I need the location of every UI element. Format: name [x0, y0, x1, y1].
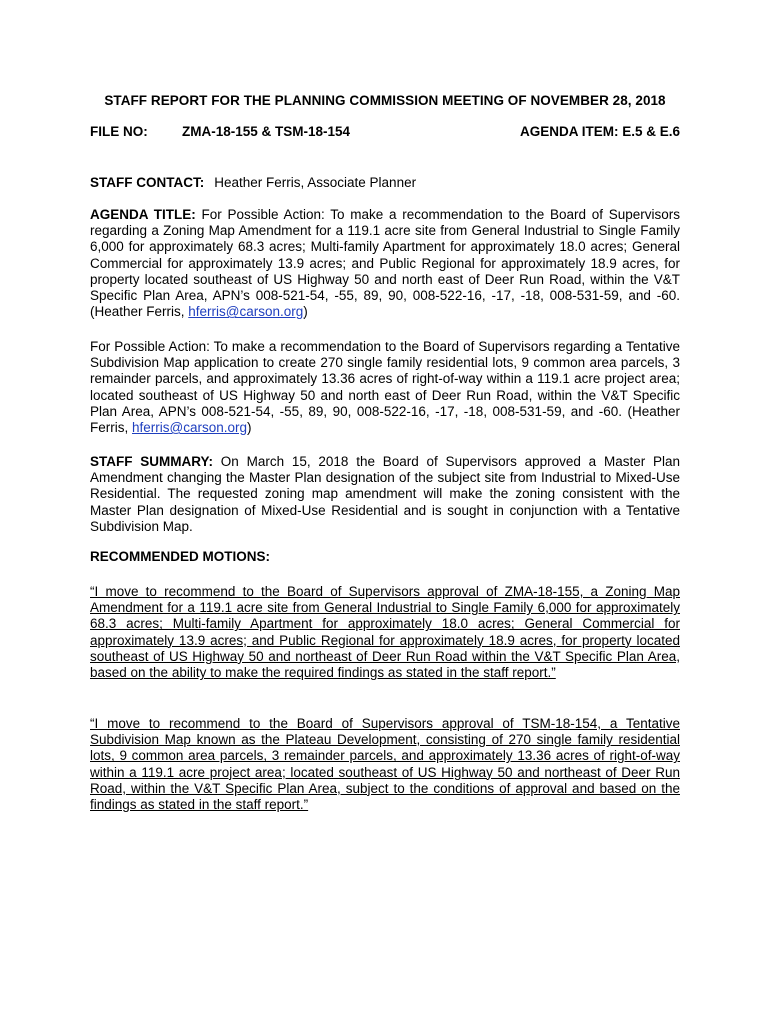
staff-contact-label: STAFF CONTACT:: [90, 175, 205, 190]
agenda-item: AGENDA ITEM: E.5 & E.6: [519, 124, 680, 139]
recommended-motions-heading: RECOMMENDED MOTIONS:: [90, 549, 270, 564]
agenda-title-label: AGENDA TITLE:: [90, 207, 196, 222]
staff-contact: [90, 175, 416, 190]
file-number-label: FILE NO:: [90, 124, 148, 139]
staff-summary-paragraph: [90, 454, 680, 535]
report-title: STAFF REPORT FOR THE PLANNING COMMISSION MEETING OF NOVEMBER 28, 2018: [104, 93, 666, 108]
agenda-title-paragraph: [90, 207, 680, 320]
second-action-email-link[interactable]: hferris@carson.org: [132, 420, 247, 436]
staff-contact-value: Heather Ferris, Associate Planner: [214, 175, 417, 190]
file-number-value: ZMA-18-155 & TSM-18-154: [182, 124, 351, 139]
motion-1: “I move to recommend to the Board of Supervisors approval of ZMA-18-155, a Zoning Map Amendment for a 119.1 acre site from General Industrial to Single Family 6,000 for approximately 68.3 acres; Multi-family Apartment for approximately 18.0 acres; General Commercial for approximately 13.9 acres; and Public Regional for approximately 18.9 acres, for property located southeast of US Highway 50 and northeast of Deer Run Road within the V&T Specific Plan Area, based on the ability to make the required findings as stated in the staff report.”: [90, 584, 680, 681]
agenda-title-email-link[interactable]: hferris@carson.org: [188, 304, 304, 320]
staff-summary-text: On March 15, 2018 the Board of Supervisors approved a Master Plan Amendment changing the Master Plan designation of the subject site from Industrial to Mixed-Use Residential. The requested zoning map amendment will make the zoning consistent with the Master Plan designation of Mixed-Use Residential and is sought in conjunction with a Tentative Subdivision Map.: [90, 454, 681, 534]
motion-2: “I move to recommend to the Board of Supervisors approval of TSM-18-154, a Tentative Subdivision Map known as the Plateau Development, consisting of 270 single family residential lots, 9 common area parcels, 3 remainder parcels, and approximately 13.36 acres of right-of-way within a 119.1 acre project area; located southeast of US Highway 50 and northeast of Deer Run Road, within the V&T Specific Plan Area, subject to the conditions of approval and based on the findings as stated in the staff report.”: [90, 716, 680, 813]
second-action-paragraph: [90, 339, 680, 436]
staff-summary-label: STAFF SUMMARY:: [90, 454, 214, 469]
agenda-title-text: For Possible Action: To make a recommendation to the Board of Supervisors regarding a Zoning Map Amendment for a 119.1 acre site from General Industrial to Single Family 6,000 for approximately 68.3 acres; Multi-family Apartment for approximately 18.0 acres; General Commercial for approximately 13.9 acres; and Public Regional for approximately 18.9 acres, for property located southeast of US Highway 50 and north east of Deer Run Road, within the V&T Specific Plan Area, APN’s 008-521-54, -55, 89, 90, 008-522-16, -17, -18, 008-531-59, and -60. (Heather Ferris,: [90, 207, 680, 320]
second-action-text: For Possible Action: To make a recommendation to the Board of Supervisors regarding a Tentative Subdivision Map application to create 270 single family residential lots, 9 common area parcels, 3 remainder parcels, and approximately 13.36 acres of right-of-way within a 119.1 acre project area; located southeast of US Highway 50 and north east of Deer Run Road, within the V&T Specific Plan Area, APN’s 008-521-54, -55, 89, 90, 008-522-16, -17, -18, 008-531-59, and -60. (Heather Ferris,: [90, 339, 680, 436]
agenda-title-close: ): [303, 304, 308, 320]
second-action-close: ): [247, 420, 252, 436]
